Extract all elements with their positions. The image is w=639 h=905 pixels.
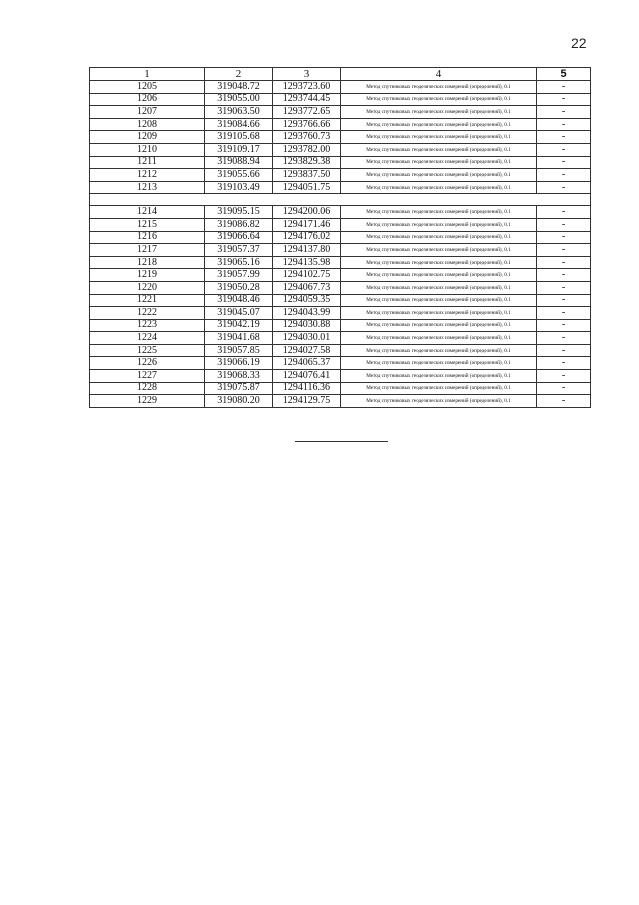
method-cell: Метод спутниковых геодезических измерений (определений), 0.1 [341,370,537,383]
x-coordinate-cell: 319057.85 [205,344,273,357]
y-coordinate-cell: 1294030.01 [273,332,341,345]
note-cell: - [537,156,591,169]
point-number-cell: 1206 [90,93,205,106]
table-row [90,370,591,383]
table-row [90,244,591,257]
table-row [90,143,591,156]
y-coordinate-cell: 1294129.75 [273,395,341,408]
y-coordinate-cell: 1293766.66 [273,118,341,131]
y-coordinate-cell: 1294076.41 [273,370,341,383]
y-coordinate-cell: 1293772.65 [273,106,341,119]
table-row [90,131,591,144]
point-number-cell: 1221 [90,294,205,307]
table-row [90,181,591,194]
point-number-cell: 1218 [90,256,205,269]
table-header [90,68,591,81]
method-cell: Метод спутниковых геодезических измерений (определений), 0.1 [341,93,537,106]
note-cell: - [537,269,591,282]
point-number-cell: 1222 [90,307,205,320]
x-coordinate-cell: 319055.00 [205,93,273,106]
y-coordinate-cell: 1293744.45 [273,93,341,106]
y-coordinate-cell: 1294043.99 [273,307,341,320]
point-number-cell: 1217 [90,244,205,257]
note-cell: - [537,143,591,156]
table-row [90,382,591,395]
note-cell: - [537,357,591,370]
y-coordinate-cell: 1294135.98 [273,256,341,269]
method-cell: Метод спутниковых геодезических измерений (определений), 0.1 [341,256,537,269]
y-coordinate-cell: 1294059.35 [273,294,341,307]
table-row [90,93,591,106]
note-cell: - [537,256,591,269]
method-cell: Метод спутниковых геодезических измерений (определений), 0.1 [341,156,537,169]
x-coordinate-cell: 319055.66 [205,169,273,182]
point-number-cell: 1229 [90,395,205,408]
method-cell: Метод спутниковых геодезических измерений (определений), 0.1 [341,106,537,119]
x-coordinate-cell: 319048.72 [205,81,273,94]
x-coordinate-cell: 319041.68 [205,332,273,345]
method-cell: Метод спутниковых геодезических измерений (определений), 0.1 [341,169,537,182]
coordinates-table [89,67,591,408]
table-row [90,118,591,131]
y-coordinate-cell: 1293782.00 [273,143,341,156]
y-coordinate-cell: 1294176.02 [273,231,341,244]
y-coordinate-cell: 1293829.38 [273,156,341,169]
point-number-cell: 1220 [90,281,205,294]
table-row [90,156,591,169]
header-col-5: 5 [537,68,591,81]
point-number-cell: 1211 [90,156,205,169]
point-number-cell: 1226 [90,357,205,370]
note-cell: - [537,382,591,395]
note-cell: - [537,370,591,383]
note-cell: - [537,81,591,94]
table-row [90,319,591,332]
table-row [90,344,591,357]
x-coordinate-cell: 319109.17 [205,143,273,156]
method-cell: Метод спутниковых геодезических измерений (определений), 0.1 [341,395,537,408]
group-separator-cell [90,194,591,206]
header-col-3: 3 [273,68,341,81]
y-coordinate-cell: 1294137.80 [273,244,341,257]
table-row [90,307,591,320]
x-coordinate-cell: 319075.87 [205,382,273,395]
note-cell: - [537,106,591,119]
table-row [90,269,591,282]
x-coordinate-cell: 319103.49 [205,181,273,194]
point-number-cell: 1212 [90,169,205,182]
point-number-cell: 1215 [90,218,205,231]
header-col-4: 4 [341,68,537,81]
table-row [90,281,591,294]
table-row [90,256,591,269]
method-cell: Метод спутниковых геодезических измерений (определений), 0.1 [341,143,537,156]
header-col-1: 1 [90,68,205,81]
method-cell: Метод спутниковых геодезических измерений (определений), 0.1 [341,281,537,294]
x-coordinate-cell: 319063.50 [205,106,273,119]
table-row [90,81,591,94]
note-cell: - [537,131,591,144]
note-cell: - [537,181,591,194]
y-coordinate-cell: 1293760.73 [273,131,341,144]
table-row [90,357,591,370]
method-cell: Метод спутниковых геодезических измерений (определений), 0.1 [341,332,537,345]
point-number-cell: 1205 [90,81,205,94]
point-number-cell: 1225 [90,344,205,357]
x-coordinate-cell: 319066.19 [205,357,273,370]
note-cell: - [537,218,591,231]
y-coordinate-cell: 1294030.88 [273,319,341,332]
method-cell: Метод спутниковых геодезических измерений (определений), 0.1 [341,181,537,194]
note-cell: - [537,332,591,345]
point-number-cell: 1214 [90,206,205,219]
note-cell: - [537,281,591,294]
note-cell: - [537,395,591,408]
table-row [90,206,591,219]
note-cell: - [537,319,591,332]
x-coordinate-cell: 319088.94 [205,156,273,169]
footer-separator-line [295,441,388,442]
page-number: 22 [571,35,587,51]
note-cell: - [537,118,591,131]
x-coordinate-cell: 319057.37 [205,244,273,257]
y-coordinate-cell: 1294065.37 [273,357,341,370]
note-cell: - [537,169,591,182]
point-number-cell: 1223 [90,319,205,332]
point-number-cell: 1213 [90,181,205,194]
x-coordinate-cell: 319105.68 [205,131,273,144]
point-number-cell: 1208 [90,118,205,131]
y-coordinate-cell: 1294171.46 [273,218,341,231]
method-cell: Метод спутниковых геодезических измерений (определений), 0.1 [341,231,537,244]
method-cell: Метод спутниковых геодезических измерений (определений), 0.1 [341,382,537,395]
method-cell: Метод спутниковых геодезических измерений (определений), 0.1 [341,206,537,219]
y-coordinate-cell: 1293723.60 [273,81,341,94]
point-number-cell: 1209 [90,131,205,144]
method-cell: Метод спутниковых геодезических измерений (определений), 0.1 [341,118,537,131]
y-coordinate-cell: 1294051.75 [273,181,341,194]
method-cell: Метод спутниковых геодезических измерений (определений), 0.1 [341,357,537,370]
x-coordinate-cell: 319065.16 [205,256,273,269]
x-coordinate-cell: 319086.82 [205,218,273,231]
method-cell: Метод спутниковых геодезических измерений (определений), 0.1 [341,307,537,320]
y-coordinate-cell: 1294102.75 [273,269,341,282]
table-row [90,294,591,307]
table-row [90,218,591,231]
y-coordinate-cell: 1294116.36 [273,382,341,395]
note-cell: - [537,231,591,244]
point-number-cell: 1219 [90,269,205,282]
note-cell: - [537,244,591,257]
group-separator-row [90,194,591,206]
y-coordinate-cell: 1294067.73 [273,281,341,294]
x-coordinate-cell: 319050.28 [205,281,273,294]
note-cell: - [537,307,591,320]
method-cell: Метод спутниковых геодезических измерений (определений), 0.1 [341,319,537,332]
method-cell: Метод спутниковых геодезических измерений (определений), 0.1 [341,344,537,357]
method-cell: Метод спутниковых геодезических измерений (определений), 0.1 [341,81,537,94]
point-number-cell: 1216 [90,231,205,244]
table-row [90,231,591,244]
note-cell: - [537,206,591,219]
x-coordinate-cell: 319084.66 [205,118,273,131]
point-number-cell: 1210 [90,143,205,156]
x-coordinate-cell: 319095.15 [205,206,273,219]
note-cell: - [537,294,591,307]
x-coordinate-cell: 319045.07 [205,307,273,320]
method-cell: Метод спутниковых геодезических измерений (определений), 0.1 [341,218,537,231]
table-row [90,395,591,408]
table-row [90,106,591,119]
point-number-cell: 1228 [90,382,205,395]
x-coordinate-cell: 319042.19 [205,319,273,332]
method-cell: Метод спутниковых геодезических измерений (определений), 0.1 [341,269,537,282]
y-coordinate-cell: 1293837.50 [273,169,341,182]
x-coordinate-cell: 319068.33 [205,370,273,383]
header-row [90,68,591,81]
method-cell: Метод спутниковых геодезических измерений (определений), 0.1 [341,244,537,257]
method-cell: Метод спутниковых геодезических измерений (определений), 0.1 [341,131,537,144]
point-number-cell: 1224 [90,332,205,345]
table-row [90,332,591,345]
y-coordinate-cell: 1294200.06 [273,206,341,219]
method-cell: Метод спутниковых геодезических измерений (определений), 0.1 [341,294,537,307]
table-row [90,169,591,182]
x-coordinate-cell: 319066.64 [205,231,273,244]
note-cell: - [537,344,591,357]
table-body [90,81,591,408]
point-number-cell: 1207 [90,106,205,119]
x-coordinate-cell: 319048.46 [205,294,273,307]
note-cell: - [537,93,591,106]
x-coordinate-cell: 319080.20 [205,395,273,408]
y-coordinate-cell: 1294027.58 [273,344,341,357]
header-col-2: 2 [205,68,273,81]
point-number-cell: 1227 [90,370,205,383]
x-coordinate-cell: 319057.99 [205,269,273,282]
